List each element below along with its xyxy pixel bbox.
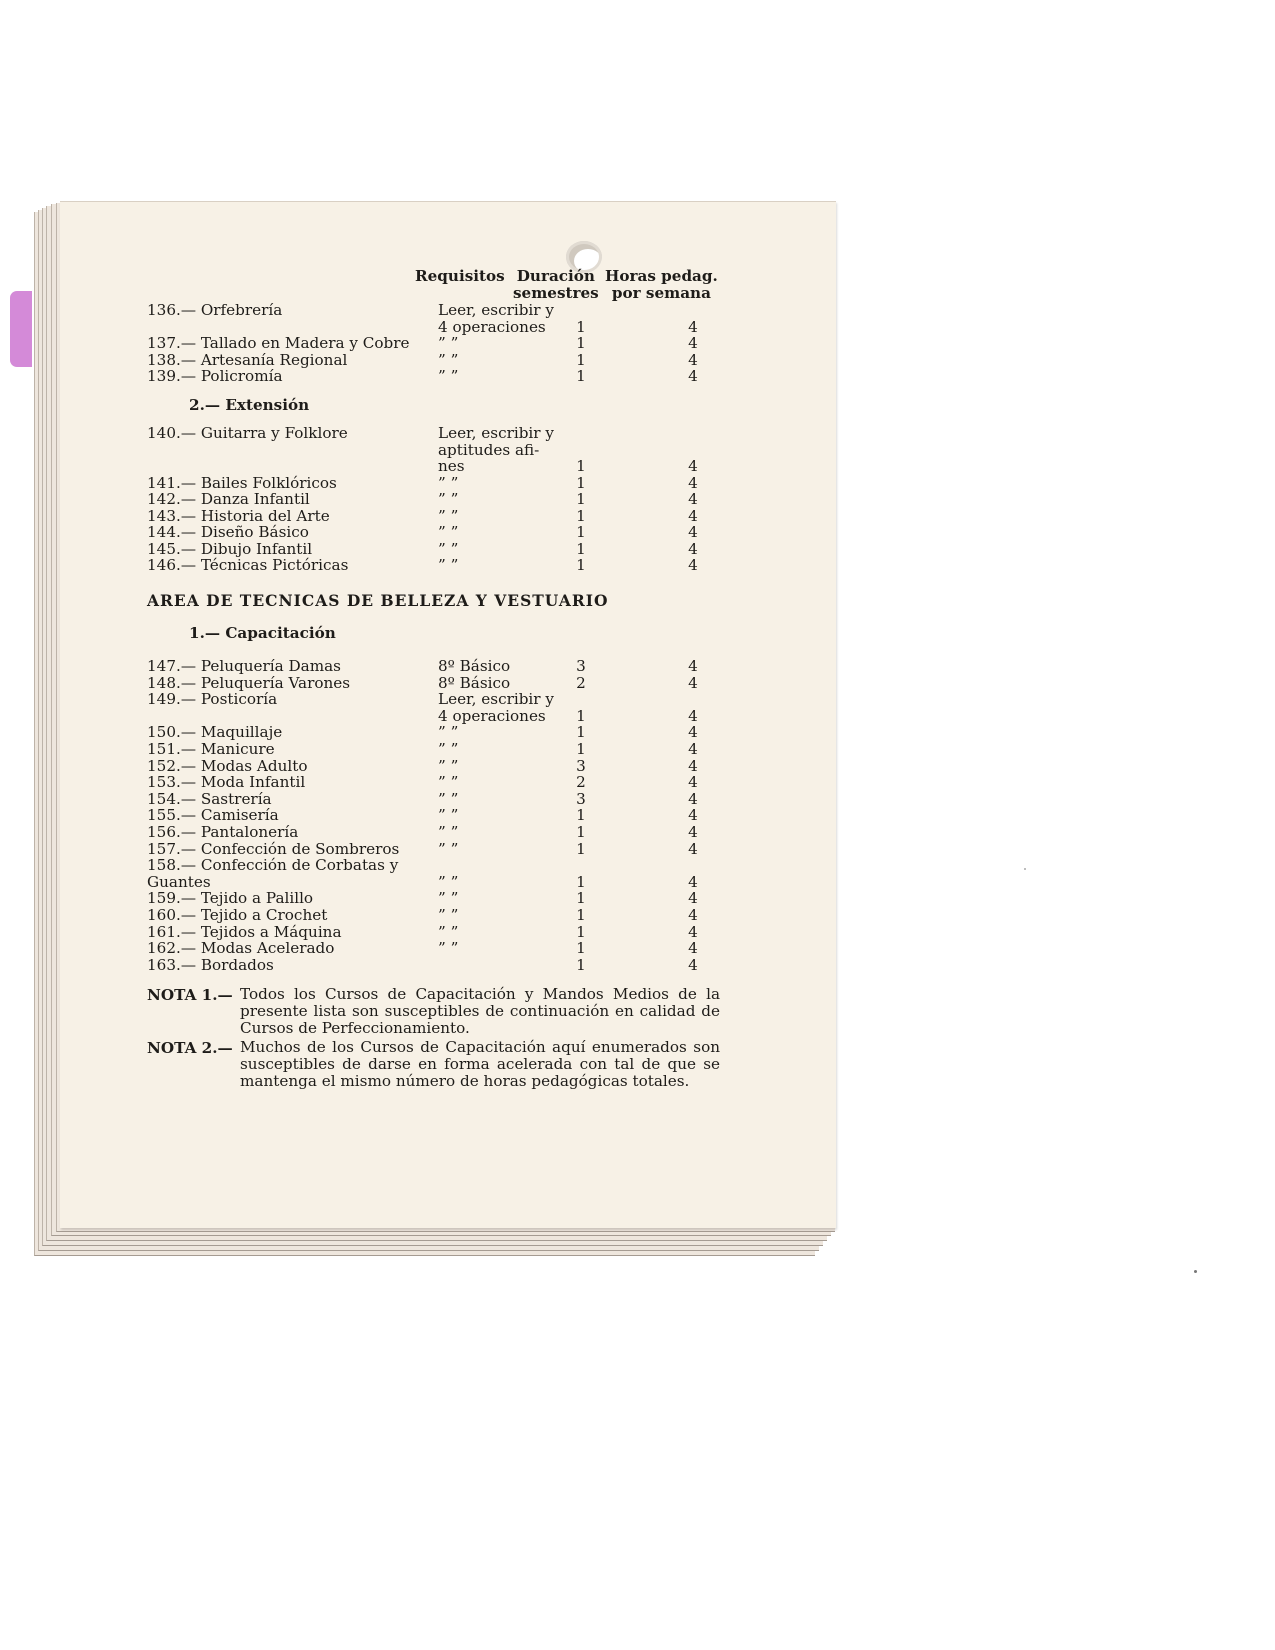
header-duracion-line2: semestres bbox=[513, 284, 599, 302]
course-horas: 4 bbox=[688, 889, 698, 908]
course-requisitos: Leer, escribir y bbox=[438, 690, 554, 709]
index-tab bbox=[10, 291, 32, 367]
course-name: 151.— Manicure bbox=[147, 740, 275, 758]
course-name: 156.— Pantalonería bbox=[147, 823, 299, 841]
course-horas: 4 bbox=[688, 539, 698, 558]
course-name: 146.— Técnicas Pictóricas bbox=[147, 556, 349, 574]
header-horas bbox=[605, 268, 718, 302]
course-duracion: 1 bbox=[576, 872, 586, 891]
course-name: 138.— Artesanía Regional bbox=[147, 350, 348, 369]
header-duracion-line1: Duración bbox=[516, 267, 595, 285]
course-name: 142.— Danza Infantil bbox=[147, 490, 310, 508]
course-requisitos: ” ” bbox=[438, 506, 459, 525]
section-title-capacitacion: 1.— Capacitación bbox=[189, 624, 336, 642]
course-duracion: 1 bbox=[576, 334, 586, 352]
course-name: 155.— Camisería bbox=[147, 806, 279, 825]
course-duracion: 1 bbox=[576, 367, 586, 385]
course-name: 163.— Bordados bbox=[147, 955, 274, 974]
course-duracion: 1 bbox=[576, 490, 586, 508]
course-requisitos: aptitudes afi- bbox=[438, 440, 540, 459]
course-name: 137.— Tallado en Madera y Cobre bbox=[147, 334, 410, 352]
course-duracion: 1 bbox=[576, 457, 586, 475]
course-duracion: 1 bbox=[576, 723, 586, 742]
course-requisitos: ” ” bbox=[438, 367, 459, 385]
course-name: 153.— Moda Infantil bbox=[147, 773, 306, 792]
course-requisitos: Leer, escribir y bbox=[438, 424, 554, 442]
course-requisitos: Leer, escribir y bbox=[438, 301, 554, 319]
course-requisitos: ” ” bbox=[438, 872, 459, 891]
course-duracion: 1 bbox=[576, 806, 586, 825]
header-requisitos: Requisitos bbox=[415, 267, 505, 285]
course-horas: 4 bbox=[688, 506, 698, 525]
course-requisitos: ” ” bbox=[438, 539, 459, 558]
course-name: 144.— Diseño Básico bbox=[147, 523, 309, 541]
course-horas: 4 bbox=[688, 806, 698, 825]
course-requisitos: ” ” bbox=[438, 756, 459, 775]
course-duracion: 1 bbox=[576, 889, 586, 908]
course-requisitos: ” ” bbox=[438, 823, 459, 841]
course-name: 139.— Policromía bbox=[147, 367, 283, 385]
course-name: 154.— Sastrería bbox=[147, 789, 272, 808]
course-duracion: 1 bbox=[576, 506, 586, 525]
course-horas: 4 bbox=[688, 317, 698, 336]
header-horas-line2: por semana bbox=[611, 284, 711, 302]
course-duracion: 3 bbox=[576, 789, 586, 808]
course-name: 141.— Bailes Folklóricos bbox=[147, 473, 337, 492]
course-duracion: 1 bbox=[576, 556, 586, 574]
course-name: 147.— Peluquería Damas bbox=[147, 657, 341, 675]
course-requisitos: ” ” bbox=[438, 473, 459, 492]
course-requisitos: 4 operaciones bbox=[438, 706, 546, 725]
course-requisitos: ” ” bbox=[438, 350, 459, 369]
course-name: 152.— Modas Adulto bbox=[147, 756, 308, 775]
note-label: NOTA 2.— bbox=[147, 1039, 233, 1057]
course-name: 160.— Tejido a Crochet bbox=[147, 906, 328, 924]
header-duracion bbox=[513, 268, 599, 302]
course-name: 157.— Confección de Sombreros bbox=[147, 839, 400, 858]
course-horas: 4 bbox=[688, 756, 698, 775]
course-requisitos: ” ” bbox=[438, 723, 459, 742]
course-horas: 4 bbox=[688, 673, 698, 692]
course-horas: 4 bbox=[688, 523, 698, 541]
course-duracion: 1 bbox=[576, 955, 586, 974]
area-title: AREA DE TECNICAS DE BELLEZA Y VESTUARIO bbox=[147, 591, 609, 610]
course-horas: 4 bbox=[688, 723, 698, 742]
dust-speck bbox=[1194, 1270, 1197, 1273]
course-horas: 4 bbox=[688, 473, 698, 492]
course-horas: 4 bbox=[688, 872, 698, 891]
course-horas: 4 bbox=[688, 657, 698, 675]
course-horas: 4 bbox=[688, 367, 698, 385]
course-horas: 4 bbox=[688, 334, 698, 352]
dust-speck bbox=[1024, 868, 1026, 870]
course-horas: 4 bbox=[688, 773, 698, 792]
course-requisitos: ” ” bbox=[438, 922, 459, 941]
course-duracion: 1 bbox=[576, 317, 586, 336]
course-duracion: 3 bbox=[576, 756, 586, 775]
course-requisitos: ” ” bbox=[438, 523, 459, 541]
course-duracion: 1 bbox=[576, 740, 586, 758]
course-horas: 4 bbox=[688, 955, 698, 974]
course-duracion: 1 bbox=[576, 839, 586, 858]
course-duracion: 1 bbox=[576, 922, 586, 941]
course-horas: 4 bbox=[688, 839, 698, 858]
course-duracion: 1 bbox=[576, 350, 586, 369]
course-duracion: 1 bbox=[576, 539, 586, 558]
course-requisitos: nes bbox=[438, 457, 465, 475]
course-horas: 4 bbox=[688, 823, 698, 841]
course-requisitos: 8º Básico bbox=[438, 673, 511, 692]
course-horas: 4 bbox=[688, 706, 698, 725]
course-duracion: 1 bbox=[576, 523, 586, 541]
course-name: 158.— Confección de Corbatas y bbox=[147, 856, 399, 875]
course-horas: 4 bbox=[688, 350, 698, 369]
note-text: Muchos de los Cursos de Capacitación aquí enumerados son susceptibles de darse en forma acelerada con tal de que se mantenga el mismo número de horas pedagógicas totales. bbox=[240, 1038, 720, 1090]
course-horas: 4 bbox=[688, 457, 698, 475]
course-requisitos: ” ” bbox=[438, 740, 459, 758]
course-duracion: 3 bbox=[576, 657, 586, 675]
course-duracion: 1 bbox=[576, 939, 586, 958]
header-horas-line1: Horas pedag. bbox=[605, 267, 718, 285]
course-duracion: 2 bbox=[576, 773, 586, 792]
course-name: 162.— Modas Acelerado bbox=[147, 939, 335, 958]
course-requisitos: ” ” bbox=[438, 773, 459, 792]
course-duracion: 1 bbox=[576, 823, 586, 841]
course-name: 149.— Posticoría bbox=[147, 690, 278, 709]
course-horas: 4 bbox=[688, 490, 698, 508]
course-name: 140.— Guitarra y Folklore bbox=[147, 424, 348, 442]
course-requisitos: ” ” bbox=[438, 806, 459, 825]
course-horas: 4 bbox=[688, 906, 698, 924]
course-duracion: 2 bbox=[576, 673, 586, 692]
course-name: 148.— Peluquería Varones bbox=[147, 673, 351, 692]
course-requisitos: ” ” bbox=[438, 839, 459, 858]
course-name: 136.— Orfebrería bbox=[147, 301, 283, 319]
course-name: 159.— Tejido a Palillo bbox=[147, 889, 314, 908]
course-requisitos: ” ” bbox=[438, 889, 459, 908]
course-requisitos: ” ” bbox=[438, 789, 459, 808]
course-name: Guantes bbox=[147, 872, 211, 891]
course-requisitos: ” ” bbox=[438, 939, 459, 958]
note-label: NOTA 1.— bbox=[147, 986, 233, 1004]
course-horas: 4 bbox=[688, 939, 698, 958]
course-horas: 4 bbox=[688, 556, 698, 574]
course-horas: 4 bbox=[688, 922, 698, 941]
course-horas: 4 bbox=[688, 740, 698, 758]
course-duracion: 1 bbox=[576, 906, 586, 924]
course-duracion: 1 bbox=[576, 473, 586, 492]
section-title-extension: 2.— Extensión bbox=[189, 396, 310, 414]
course-horas: 4 bbox=[688, 789, 698, 808]
course-duracion: 1 bbox=[576, 706, 586, 725]
course-requisitos: 8º Básico bbox=[438, 657, 511, 675]
course-name: 161.— Tejidos a Máquina bbox=[147, 922, 342, 941]
note-text: Todos los Cursos de Capacitación y Mandos Medios de la presente lista son susceptibles de continuación en calidad de Cursos de Perfeccionamiento. bbox=[240, 985, 720, 1037]
course-requisitos: ” ” bbox=[438, 556, 459, 574]
course-requisitos: ” ” bbox=[438, 334, 459, 352]
course-name: 143.— Historia del Arte bbox=[147, 506, 330, 525]
course-name: 150.— Maquillaje bbox=[147, 723, 283, 742]
course-name: 145.— Dibujo Infantil bbox=[147, 539, 313, 558]
course-requisitos: ” ” bbox=[438, 490, 459, 508]
course-requisitos: ” ” bbox=[438, 906, 459, 924]
course-requisitos: 4 operaciones bbox=[438, 317, 546, 336]
